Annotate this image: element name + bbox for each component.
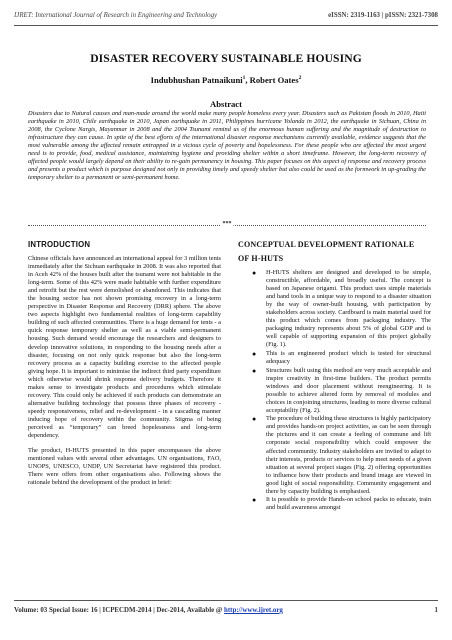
bullet-icon: ●: [252, 415, 257, 424]
left-column: [28, 239, 221, 494]
author-name: Indubhushan Patnaikuni: [150, 75, 243, 85]
list-item-text: This is an engineered product which is tested for structural adequacy: [266, 349, 431, 366]
footer-volume: Volume: 03 Special Issue: 16 | ICPECDM-2014 | Dec-2014, Available @: [14, 607, 223, 614]
list-item: [252, 269, 431, 349]
author-list: [0, 75, 452, 85]
bullet-icon: ●: [252, 269, 257, 277]
abstract-text: Disasters due to Natural causes and man-made around the world make many people homeless every year. Disasters such as Pakistan floods in 2010, Haiti earthquake in 2010, Chile earthquake in 2010, Japan earthquake in 2011, Philippines hurricane Yolanda in 2012, the earthquake in Sichuan, China in 2008, the Cyclone Nargis, Mayanmar in 2008 and the 2004 Tsunami remind us of the enormous human suffering and the magnitude of destruction to infrastructure they can cause. In spite of the best efforts of the international disaster response mechanisms currently available, evidence suggests that the most vulnerable among the affected remain entrapped in a vicious cycle of poverty and hopelessness. For these people who are affected the most urgent need is to provide, food, medical assistance, maintaining hygiene and providing shelter within a short timeframe. However, the long-term recovery of affected people would largely depend on their ability to re-gain permanency in housing. This paper focuses on this aspect of response and recovery process and presents a product which is purpose designed not only in providing timely and speedy shelter but also could be used as the formwork in up-grading the temporary shelter to a permanent or semi-permanent home.: [28, 110, 426, 182]
separator-stars: ***: [222, 221, 232, 227]
paragraph: The product, H-HUTS presented in this paper encompasses the above mentioned values with several other advantages. UN organisations, FAO, UNOPS, UNESCO, UNDP, UN Secretariat have registered this product. There were offers from other organisations also. Following shows the rationale behind the development of the product in brief:: [28, 447, 221, 487]
list-item: [252, 350, 431, 366]
page-number: 1: [434, 607, 438, 614]
footer-citation: [14, 607, 283, 614]
list-item-text: H-HUTS shelters are designed and developed to be simple, constructible, affordable, and broadly useful. The concept is based on Japanese origami. This product uses simple materials and hand tools in a unique way to respond to a disaster situation by the way of owner-built housing, with participation by stakeholders across society. Cardboard is main material used for this product which comes from packaging industry. The packaging industry represents about 5% of global GDP and is well capable of supporting expansion of this project globally (Fig. 1).: [266, 269, 431, 349]
bullet-list: [252, 269, 431, 512]
list-item-text: Structures built using this method are very much acceptable and inspire creativity in first-time builders. The product permits windows and door placement without reengineering. It is possible to achieve altered form by removal of modules and choices in conjoining structures, leading to more diverse cultural acceptability (Fig. 2).: [266, 366, 431, 414]
author-separator: ,: [245, 75, 250, 85]
section-subheading: OF H-HUTS: [238, 254, 284, 263]
list-item: [252, 415, 431, 495]
paragraph: Chinese officials have announced an international appeal for 3 million tents immediately after the Sichuan earthquake in 2008. It was also reported that in Aceh 42% of the houses built after the tsunami were not habitable in the long-term. Some of this 42% were made habitable with further expenditure and retrofit but the rest were demolished or abandoned. This indicates that the housing sector has not shown promising recovery in a long-term perspective in Disaster Response and Recovery (DRR) sphere. The above two aspects highlight two fundamental realities of long-term capability building of such affected communities. There is a huge demand for tents - a quick response temporary shelter as well as a viable semi-permanent housing. Such demand would encourage the researchers and designers to develop innovative solutions, in responding to the housing needs after a disaster, focusing on not only quick response but also the long-term recovery process as a capacity building exercise to the affected people giving hope. It is important to minimise the indirect third party expenditure which otherwise would shrink response delivery budgets. Therefore it makes sense to investigate products and procedures which stimulate recovery. This could only be achieved if such products can demonstrate an alternative building technology that possess three phases of recovery - speedy responsiveness, relief and re-development - in a cascading manner inducing hope of recovery within the community. Stigma of being perceived as “temporary” can breed hopelessness and long-term dependency.: [28, 255, 221, 440]
bullet-icon: ●: [252, 349, 257, 358]
list-item-text: The procedure of building these structures is highly participatory and provides hands-on project activities, as can be seen through the pictures and it can create a feeling of commune and lift corporate social responsibility which could empower the affected community. Industry stakeholders are invited to adapt to their interests, products or services to help meet needs of a given situation at several project stages (Fig. 2) offering opportunities to influence how their products and brand image are viewed in good light of social responsibility. Community engagement and there by capacity building is emphasised.: [266, 415, 431, 495]
author-name: Robert Oates: [249, 75, 299, 85]
section-separator: [28, 222, 426, 228]
section-heading-introduction: INTRODUCTION: [28, 240, 91, 249]
list-item: [252, 496, 431, 512]
right-column: [238, 239, 431, 513]
list-item-text: It is possible to provide Hands-on school packs to educate, train and build awareness amongst: [266, 496, 431, 512]
author-affiliation: 2: [298, 75, 302, 82]
bullet-icon: ●: [252, 496, 257, 505]
list-item: [252, 367, 431, 415]
abstract-heading: Abstract: [210, 99, 242, 109]
page-footer: [14, 600, 438, 614]
journal-link[interactable]: http://www.ijret.org: [224, 607, 283, 614]
paper-title: DISASTER RECOVERY SUSTAINABLE HOUSING: [90, 52, 362, 65]
journal-header: [14, 6, 438, 26]
section-heading-rationale: CONCEPTUAL DEVELOPMENT RATIONALE: [238, 240, 415, 249]
bullet-icon: ●: [252, 366, 257, 375]
journal-name: IJRET: International Journal of Research in Engineering and Technology: [14, 12, 218, 19]
journal-issn: eISSN: 2319-1163 | pISSN: 2321-7308: [328, 12, 438, 19]
author-affiliation: 1: [242, 75, 246, 82]
